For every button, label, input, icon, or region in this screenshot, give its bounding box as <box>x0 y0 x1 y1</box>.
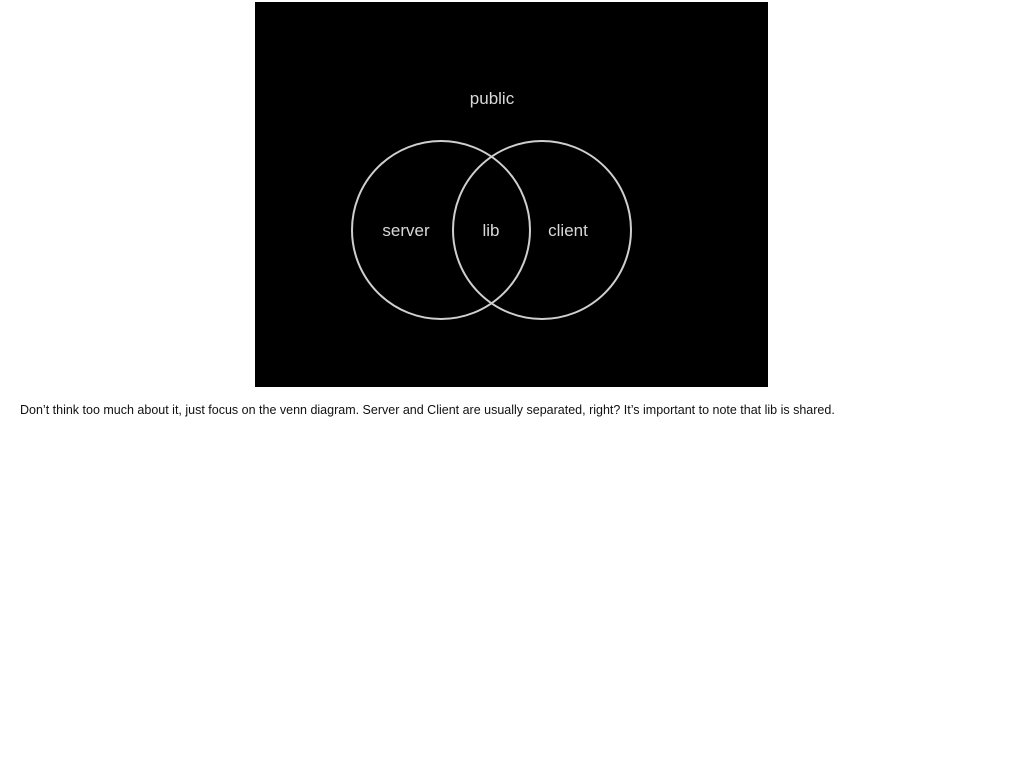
speaker-notes: Don’t think too much about it, just focus on the venn diagram. Server and Client are usually separated, right? It’s important to note that lib is shared. <box>20 403 835 417</box>
lib-label: lib <box>482 221 500 240</box>
server-circle <box>352 141 530 319</box>
venn-diagram <box>255 2 768 387</box>
client-label: client <box>548 221 588 240</box>
server-label: server <box>382 221 430 240</box>
public-label: public <box>469 89 515 108</box>
client-circle <box>453 141 631 319</box>
slide-canvas <box>255 2 768 387</box>
